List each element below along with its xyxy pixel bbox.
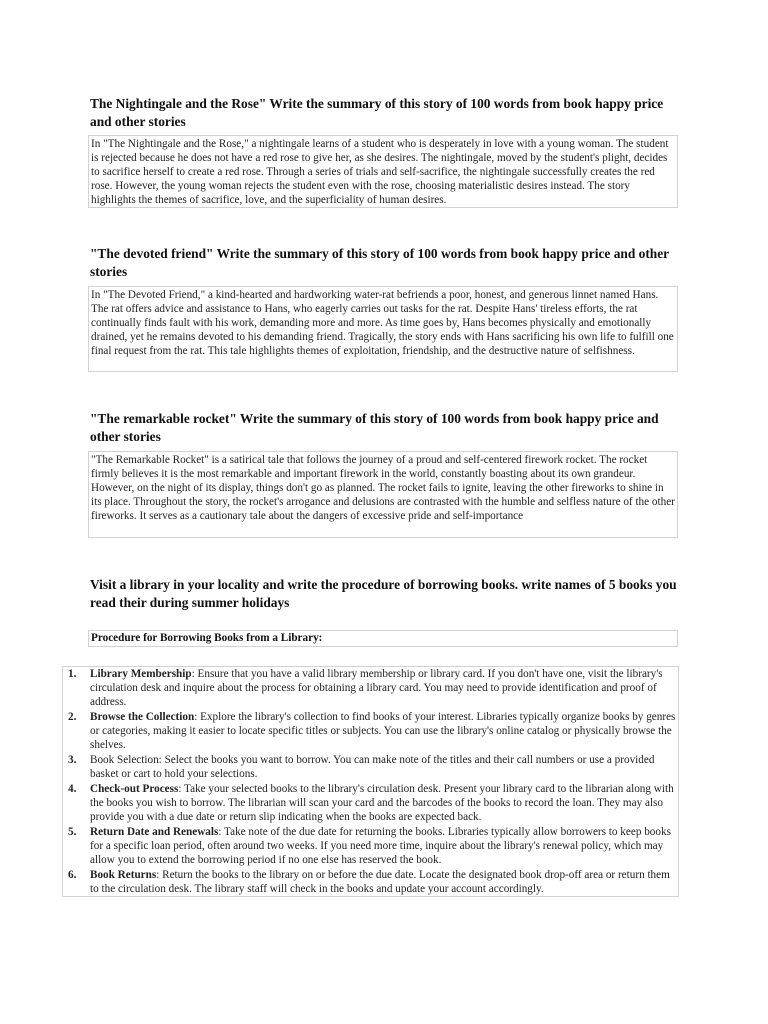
question-heading-devoted-friend: "The devoted friend" Write the summary of this story of 100 words from book happy price and other stories <box>90 246 669 279</box>
question-heading-library: Visit a library in your locality and write the procedure of borrowing books. write names of 5 books you read their during summer holidays <box>90 577 677 610</box>
step-number: 2. <box>68 711 77 723</box>
summary-nightingale: In "The Nightingale and the Rose," a nightingale learns of a student who is desperately in love with a young woman. The student is rejected because he does not have a red rose to give her, as she desires. The nightingale, moved by the student's plight, decides to sacrifice herself to create a red rose. Through a series of trials and self-sacrifice, the nightingale successfully creates the red rose. However, the young woman rejects the student even with the rose, choosing materialistic desires instead. The story highlights the themes of sacrifice, love, and the superficiality of human desires. <box>88 135 678 208</box>
step-term: Browse the Collection <box>90 711 195 723</box>
step-text: : Ensure that you have a valid library membership or library card. If you don't have one, visit the library's circulation desk and inquire about the process for obtaining a library card. You may need to provide identification and proof of address. <box>90 668 663 709</box>
step-term: Check-out Process <box>90 783 179 795</box>
step-number: 3. <box>68 754 77 766</box>
question-heading-nightingale: The Nightingale and the Rose" Write the summary of this story of 100 words from book happy price and other stories <box>90 96 664 129</box>
step-number: 1. <box>68 668 77 680</box>
step-text: : Take your selected books to the library's circulation desk. Present your library card to the librarian along with the books you wish to borrow. The librarian will scan your card and the barcodes of the books to record the loan. They may also provide you with a due date or return slip indicating when the books are expected back. <box>90 783 674 824</box>
step-term: Return Date and Renewals <box>90 826 219 838</box>
summary-remarkable-rocket: "The Remarkable Rocket" is a satirical tale that follows the journey of a proud and self-centered firework rocket. The rocket firmly believes it is the most remarkable and important firework in the world, constantly boasting about its own grandeur. However, on the night of its display, things don't go as planned. The rocket fails to ignite, leaving the other fireworks to shine in its place. Throughout the story, the rocket's arrogance and delusions are contrasted with the humble and selfless nature of the other fireworks. It serves as a cautionary tale about the dangers of excessive pride and self-importance <box>88 451 678 538</box>
step-number: 5. <box>68 826 77 838</box>
procedure-list <box>62 666 679 897</box>
summary-devoted-friend: In "The Devoted Friend," a kind-hearted and hardworking water-rat befriends a poor, honest, and generous linnet named Hans. The rat offers advice and assistance to Hans, who eagerly carries out tasks for the rat. Despite Hans' tireless efforts, the rat continually finds fault with his work, demanding more and more. As time goes by, Hans becomes physically and emotionally drained, yet he remains devoted to his demanding friend. Tragically, the story ends with Hans sacrificing his own life to fulfill one final request from the rat. This tale highlights themes of exploitation, friendship, and the destructive nature of selfishness. <box>88 286 678 372</box>
step-text: : Explore the library's collection to find books of your interest. Libraries typically organize books by genres or categories, making it easier to locate specific titles or subjects. You can use the library's online catalog or physically browse the shelves. <box>90 711 676 752</box>
step-term: Library Membership <box>90 668 192 680</box>
procedure-title: Procedure for Borrowing Books from a Library: <box>88 630 678 647</box>
step-text: Book Selection: Select the books you want to borrow. You can make note of the titles and their call numbers or use a provided basket or cart to hold your selections. <box>90 754 655 781</box>
question-heading-remarkable-rocket: "The remarkable rocket" Write the summary of this story of 100 words from book happy price and other stories <box>90 411 659 444</box>
step-term: Book Returns <box>90 869 157 881</box>
step-number: 6. <box>68 869 77 881</box>
step-text: : Take note of the due date for returning the books. Libraries typically allow borrowers to keep books for a specific loan period, often around two weeks. If you need more time, inquire about the library's renewal policy, which may allow you to extend the borrowing period if no one else has reserved the book. <box>90 826 671 867</box>
step-number: 4. <box>68 783 77 795</box>
step-text: : Return the books to the library on or before the due date. Locate the designated book drop-off area or return them to the circulation desk. The library staff will check in the books and update your account accordingly. <box>90 869 670 896</box>
